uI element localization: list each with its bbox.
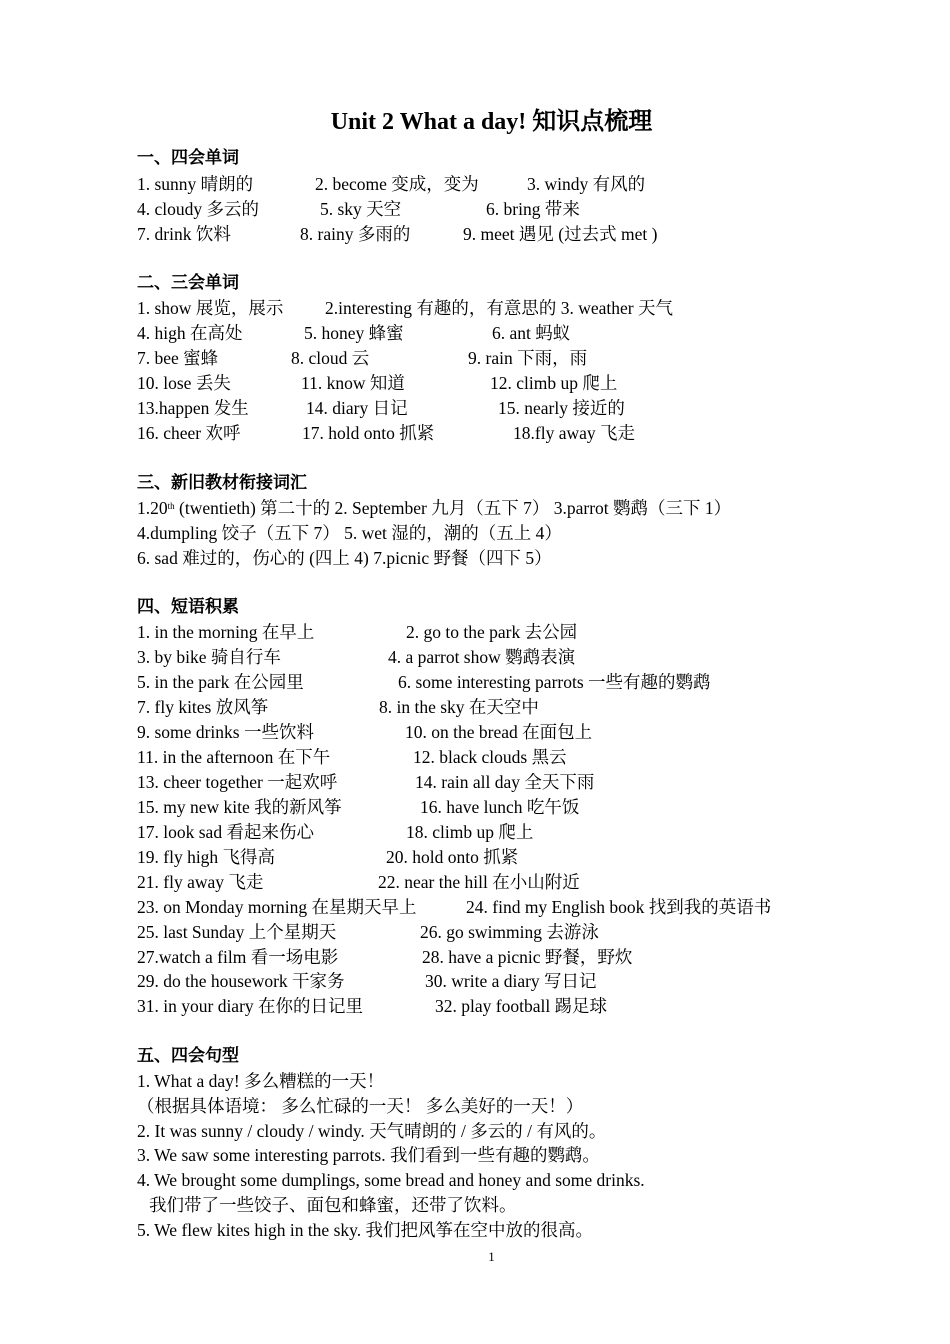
section-heading-sentence-patterns: 五、四会句型 (137, 1046, 239, 1065)
word-row (137, 421, 937, 445)
section-heading-four-skill-words: 一、四会单词 (137, 148, 239, 167)
phrase-item: 3. by bike 骑自行车 (137, 647, 281, 667)
sentence-line: 4. We brought some dumplings, some bread and honey and some drinks. (137, 1170, 645, 1190)
word-item: 1. sunny 晴朗的 (137, 174, 254, 194)
phrase-row (137, 920, 937, 944)
phrase-item: 15. my new kite 我的新风筝 (137, 797, 342, 817)
word-item: 5. honey 蜂蜜 (304, 323, 404, 343)
phrase-item: 27.watch a film 看一场电影 (137, 947, 339, 967)
word-item: 11. know 知道 (301, 373, 405, 393)
phrase-row (137, 945, 937, 969)
word-item: 10. lose 丢失 (137, 373, 231, 393)
ordinal-suffix: th (167, 501, 175, 511)
page-number: 1 (488, 1249, 495, 1264)
sentence-line: 3. We saw some interesting parrots. 我们看到一些有趣的鹦鹉。 (137, 1145, 600, 1165)
phrase-item: 11. in the afternoon 在下午 (137, 747, 331, 767)
section-heading-linking-vocabulary: 三、新旧教材衔接词汇 (137, 473, 307, 492)
vocab-line (137, 546, 937, 570)
phrase-item: 1. in the morning 在早上 (137, 622, 315, 642)
phrase-row (137, 770, 937, 794)
word-row (137, 197, 937, 221)
phrase-item: 30. write a diary 写日记 (425, 971, 597, 991)
sentence-line: 5. We flew kites high in the sky. 我们把风筝在空中放的很高。 (137, 1220, 593, 1240)
phrase-item: 24. find my English book 找到我的英语书 (466, 897, 772, 917)
word-item: 7. drink 饮料 (137, 224, 231, 244)
phrase-item: 18. climb up 爬上 (406, 822, 534, 842)
phrase-item: 19. fly high 飞得高 (137, 847, 276, 867)
sentence-line: 我们带了一些饺子、面包和蜂蜜，还带了饮料。 (149, 1195, 517, 1215)
phrase-item: 4. a parrot show 鹦鹉表演 (388, 647, 576, 667)
phrase-row (137, 695, 937, 719)
word-item: 8. cloud 云 (291, 348, 370, 368)
phrase-item: 17. look sad 看起来伤心 (137, 822, 314, 842)
word-item: 7. bee 蜜蜂 (137, 348, 219, 368)
phrase-item: 22. near the hill 在小山附近 (378, 872, 580, 892)
phrase-row (137, 620, 937, 644)
word-row (137, 222, 937, 246)
phrase-row (137, 870, 937, 894)
phrase-item: 2. go to the park 去公园 (406, 622, 578, 642)
word-item: 13.happen 发生 (137, 398, 249, 418)
phrase-row (137, 720, 937, 744)
phrase-item: 12. black clouds 黑云 (413, 747, 567, 767)
word-item: 4. high 在高处 (137, 323, 243, 343)
phrase-item: 25. last Sunday 上个星期天 (137, 922, 337, 942)
word-item: 2.interesting 有趣的，有意思的 3. weather 天气 (325, 298, 673, 318)
vocab-text: 4.dumpling 饺子（五下 7） 5. wet 湿的，潮的（五上 4） (137, 523, 562, 543)
phrase-item: 23. on Monday morning 在星期天早上 (137, 897, 417, 917)
phrase-row (137, 994, 937, 1018)
word-item: 16. cheer 欢呼 (137, 423, 241, 443)
phrase-item: 13. cheer together 一起欢呼 (137, 772, 338, 792)
word-item: 6. bring 带来 (486, 199, 580, 219)
word-item: 12. climb up 爬上 (490, 373, 618, 393)
phrase-row (137, 895, 937, 919)
word-item: 5. sky 天空 (320, 199, 402, 219)
phrase-item: 5. in the park 在公园里 (137, 672, 304, 692)
word-item: 9. meet 遇见 (过去式 met ) (463, 224, 658, 244)
word-item: 6. ant 蚂蚁 (492, 323, 571, 343)
word-row (137, 172, 937, 196)
phrase-item: 7. fly kites 放风筝 (137, 697, 269, 717)
word-item: 3. windy 有风的 (527, 174, 646, 194)
section-heading-three-skill-words: 二、三会单词 (137, 273, 239, 292)
word-item: 2. become 变成，变为 (315, 174, 479, 194)
vocab-text: (twentieth) 第二十的 2. September 九月（五下 7） 3.parrot 鹦鹉（三下 1） (174, 498, 732, 518)
vocab-text: 6. sad 难过的，伤心的 (四上 4) 7.picnic 野餐（四下 5） (137, 548, 552, 568)
phrase-row (137, 969, 937, 993)
phrase-row (137, 845, 937, 869)
word-item: 14. diary 日记 (306, 398, 408, 418)
phrase-item: 6. some interesting parrots 一些有趣的鹦鹉 (398, 672, 711, 692)
phrase-item: 21. fly away 飞走 (137, 872, 264, 892)
word-row (137, 371, 937, 395)
word-item: 15. nearly 接近的 (498, 398, 625, 418)
phrase-item: 8. in the sky 在天空中 (379, 697, 539, 717)
phrase-row (137, 795, 937, 819)
word-row (137, 296, 937, 320)
phrase-item: 26. go swimming 去游泳 (420, 922, 599, 942)
word-item: 18.fly away 飞走 (513, 423, 635, 443)
phrase-item: 29. do the housework 干家务 (137, 971, 345, 991)
word-item: 8. rainy 多雨的 (300, 224, 411, 244)
phrase-item: 16. have lunch 吃午饭 (420, 797, 580, 817)
document-title: Unit 2 What a day! 知识点梳理 (330, 109, 653, 135)
section-heading-phrases: 四、短语积累 (137, 597, 239, 616)
phrase-item: 20. hold onto 抓紧 (386, 847, 519, 867)
word-row (137, 321, 937, 345)
phrase-row (137, 670, 937, 694)
vocab-line (137, 521, 937, 545)
phrase-item: 32. play football 踢足球 (435, 996, 608, 1016)
phrase-row (137, 645, 937, 669)
phrase-item: 9. some drinks 一些饮料 (137, 722, 314, 742)
word-item: 1. show 展览，展示 (137, 298, 284, 318)
phrase-item: 10. on the bread 在面包上 (405, 722, 593, 742)
word-item: 9. rain 下雨，雨 (468, 348, 588, 368)
word-item: 17. hold onto 抓紧 (302, 423, 435, 443)
word-row (137, 396, 937, 420)
sentence-line: 2. It was sunny / cloudy / windy. 天气晴朗的 / 多云的 / 有风的。 (137, 1121, 607, 1141)
sentence-line: （根据具体语境： 多么忙碌的一天！ 多么美好的一天！） (137, 1096, 584, 1116)
sentence-line: 1. What a day! 多么糟糕的一天！ (137, 1071, 385, 1091)
phrase-item: 31. in your diary 在你的日记里 (137, 996, 364, 1016)
phrase-item: 14. rain all day 全天下雨 (415, 772, 595, 792)
vocab-line (137, 496, 937, 520)
phrase-row (137, 820, 937, 844)
vocab-number: 1.20 (137, 498, 168, 518)
word-row (137, 346, 937, 370)
word-item: 4. cloudy 多云的 (137, 199, 260, 219)
phrase-item: 28. have a picnic 野餐，野炊 (422, 947, 633, 967)
phrase-row (137, 745, 937, 769)
